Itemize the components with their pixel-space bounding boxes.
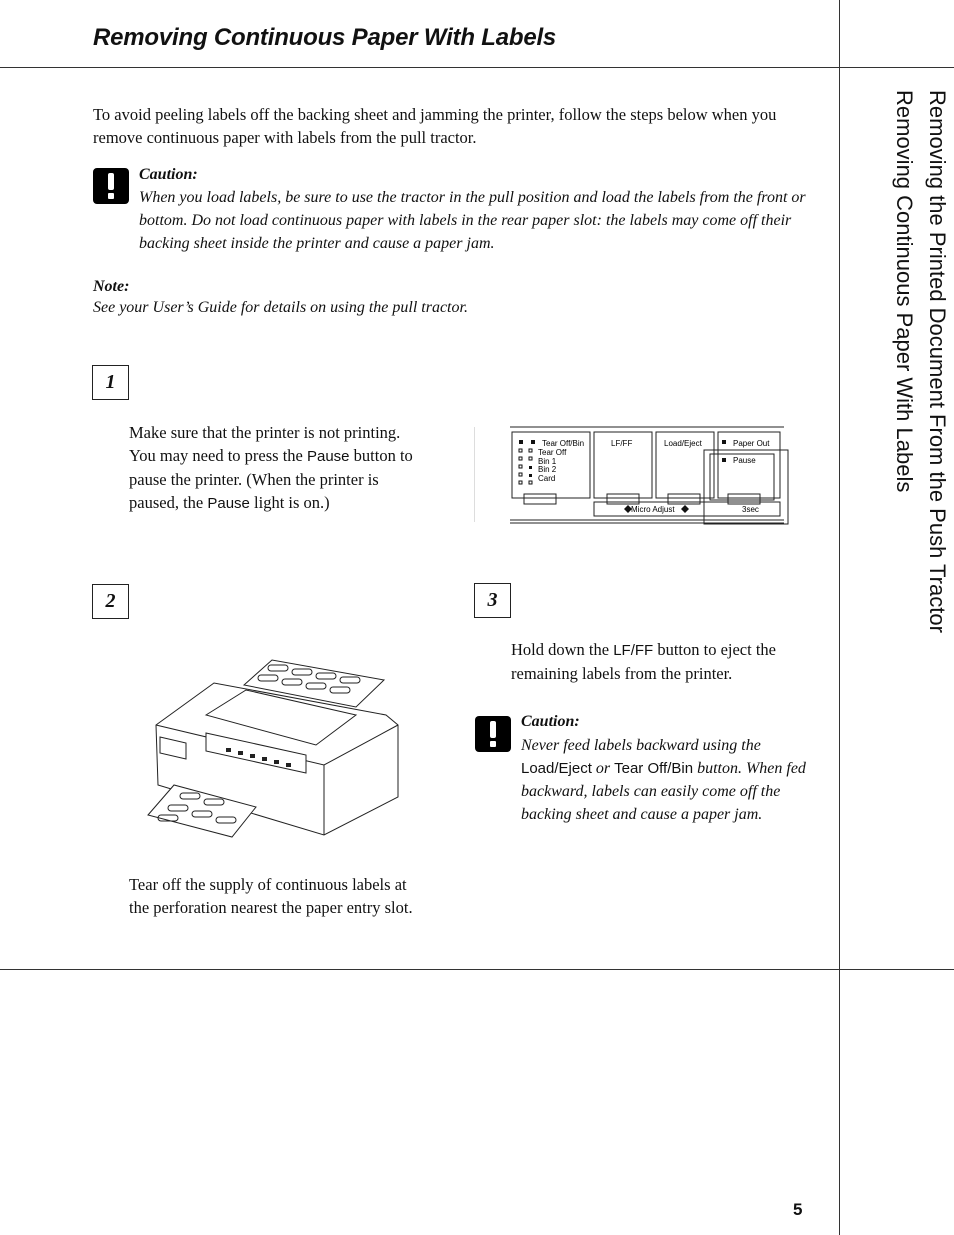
panel-tear-off-bin-label: Tear Off/Bin bbox=[542, 439, 585, 448]
caution-icon bbox=[475, 716, 511, 752]
panel-tear-off-label: Tear Off bbox=[538, 448, 567, 457]
step-1-text bbox=[129, 421, 429, 515]
panel-3sec-label: 3sec bbox=[742, 505, 759, 514]
panel-micro-adjust-label: Micro Adjust bbox=[631, 505, 675, 514]
panel-lf-ff-label: LF/FF bbox=[611, 439, 633, 448]
panel-card-label: Card bbox=[538, 474, 556, 483]
side-tab-line1: Removing the Printed Document From the Push Tractor bbox=[925, 90, 950, 633]
panel-pause-label: Pause bbox=[733, 456, 756, 465]
side-tab-line2: Removing Continuous Paper With Labels bbox=[892, 90, 917, 493]
lf-ff-button-label: LF/FF bbox=[613, 642, 654, 659]
note-title: Note: bbox=[93, 278, 130, 295]
page-title: Removing Continuous Paper With Labels bbox=[93, 24, 557, 51]
footer-rule bbox=[0, 969, 954, 970]
step-3-text bbox=[511, 638, 811, 685]
step-1-text-a: Make sure that the printer is not printing. You may need to press the bbox=[129, 423, 401, 465]
page-number: 5 bbox=[793, 1200, 803, 1219]
printer-illustration bbox=[146, 655, 404, 840]
panel-bin2-label: Bin 2 bbox=[538, 465, 557, 474]
panel-load-eject-label: Load/Eject bbox=[664, 439, 702, 448]
step-1-text-b: button to pause the printer. (When the printer is paused, the bbox=[129, 446, 413, 512]
step-3-text-a: Hold down the bbox=[511, 640, 614, 659]
caution-2-title: Caution: bbox=[521, 713, 580, 730]
step-1-text-c: light is on.) bbox=[249, 493, 330, 512]
load-eject-button-label: Load/Eject bbox=[521, 760, 592, 777]
caution-text: When you load labels, be sure to use the tractor in the pull position and load the labels from the front or bottom. Do not load continuous paper with labels in the rear paper slot: the labels may come off their backing sheet inside the printer and cause a paper jam. bbox=[139, 189, 806, 252]
step-2-number: 2 bbox=[92, 584, 129, 619]
control-panel-illustration bbox=[474, 424, 794, 529]
step-3-number: 3 bbox=[474, 583, 511, 618]
caution-icon bbox=[93, 168, 129, 204]
tear-off-bin-button-label: Tear Off/Bin bbox=[614, 760, 694, 777]
panel-bin1-label: Bin 1 bbox=[538, 457, 557, 466]
note-text: See your User’s Guide for details on using the pull tractor. bbox=[93, 299, 468, 316]
pause-button-label: Pause bbox=[306, 448, 350, 465]
panel-paper-out-label: Paper Out bbox=[733, 439, 770, 448]
caution-2-text-a: Never feed labels backward using the bbox=[521, 737, 761, 754]
caution-2-text bbox=[521, 734, 811, 826]
header-rule bbox=[0, 67, 954, 68]
step-2-text: Tear off the supply of continuous labels at the perforation nearest the paper entry slot. bbox=[129, 875, 413, 917]
side-divider bbox=[839, 0, 840, 1235]
caution-title: Caution: bbox=[139, 166, 198, 183]
pause-light-label: Pause bbox=[207, 495, 250, 512]
intro-paragraph: To avoid peeling labels off the backing sheet and jamming the printer, follow the steps below when you remove continuous paper with labels from the pull tractor. bbox=[93, 105, 777, 147]
step-1-number: 1 bbox=[92, 365, 129, 400]
side-tab bbox=[842, 0, 954, 800]
caution-2-text-b: or bbox=[591, 760, 615, 777]
caution-2-text-c: button. When fed backward, labels can easily come off the backing sheet and cause a paper jam. bbox=[521, 760, 806, 823]
step-3-text-b: button to eject the remaining labels from the printer. bbox=[511, 640, 777, 683]
